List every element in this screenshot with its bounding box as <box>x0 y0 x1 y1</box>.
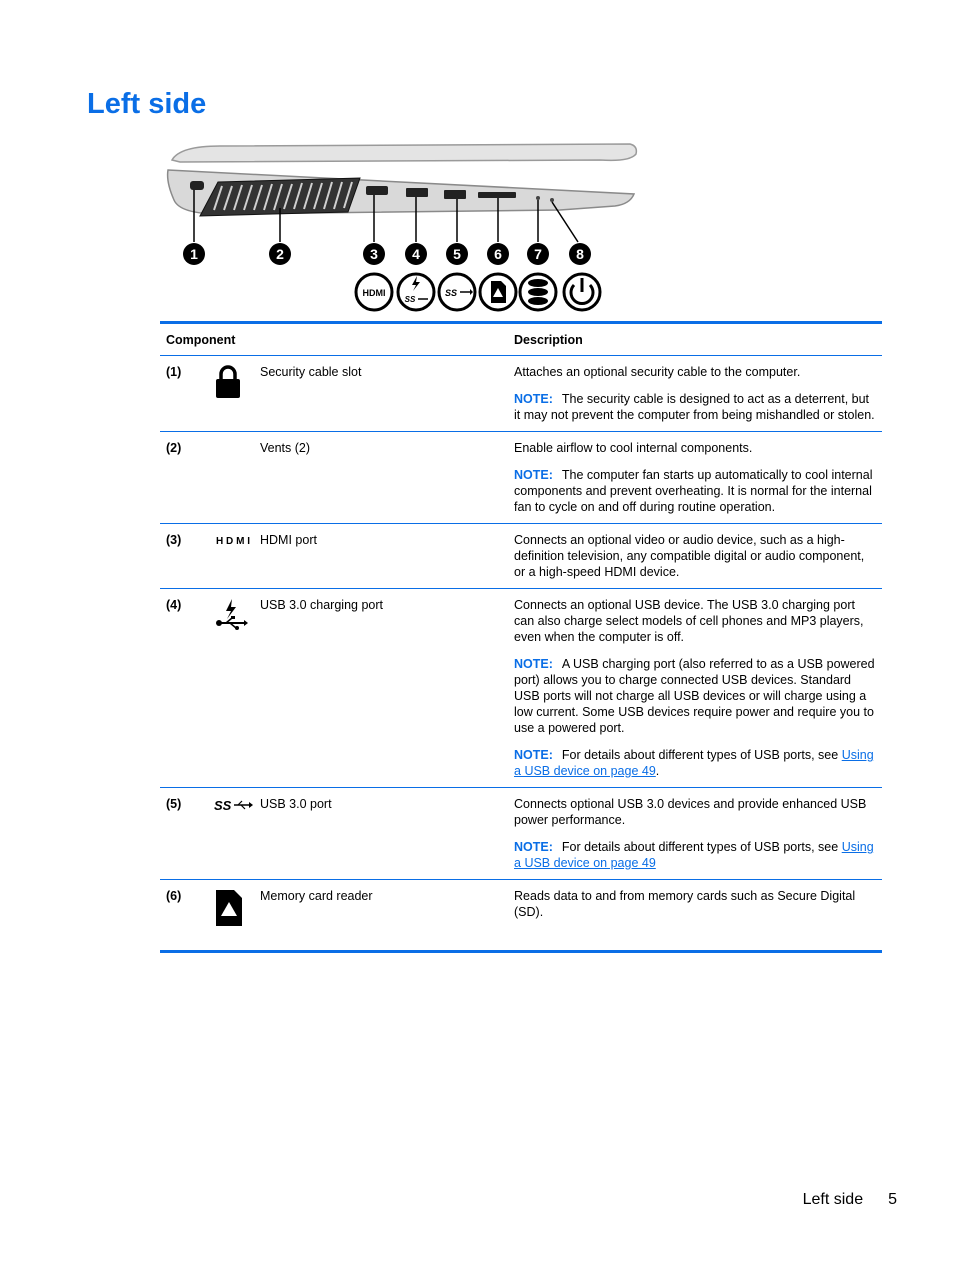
table-row <box>160 524 882 589</box>
hdmi-icon <box>356 274 392 310</box>
table-row <box>160 589 882 788</box>
table-row <box>160 880 882 952</box>
page-title: Left side <box>87 88 207 120</box>
hdmi-port-shape <box>366 186 388 195</box>
row-description <box>508 356 882 432</box>
note-label: NOTE: <box>514 657 553 671</box>
description-text: Attaches an optional security cable to the computer. <box>514 365 801 379</box>
note-trailing-punctuation: . <box>655 764 660 778</box>
svg-text:HDMI: HDMI <box>362 288 386 298</box>
callout-1: 1 <box>190 246 198 262</box>
note <box>514 839 876 871</box>
note <box>514 747 876 779</box>
usb-port-shape <box>444 190 466 199</box>
note-text: The security cable is designed to act as a deterrent, but it may not prevent the computer from being mishandled or stolen. <box>514 392 875 422</box>
callout-7: 7 <box>534 246 542 262</box>
svg-text:SS: SS <box>214 798 232 813</box>
callout-6: 6 <box>494 246 502 262</box>
hdmi-icon <box>214 532 254 548</box>
description-text: Connects an optional USB device. The USB 3.0 charging port can also charge select models of cell phones and MP3 players, even when the computer is off. <box>514 598 864 644</box>
callout-3: 3 <box>370 246 378 262</box>
note-label: NOTE: <box>514 468 553 482</box>
table-header-row <box>160 323 882 356</box>
row-description <box>508 880 882 952</box>
header-component: Component <box>166 333 236 347</box>
footer-page-number: 5 <box>888 1191 897 1208</box>
row-number: (3) <box>166 533 182 547</box>
note-text: A USB charging port (also referred to as a USB powered port) allows you to charge connected USB devices. Standard USB ports will not charge all USB devices or will charge using a low current. Some USB devices require power and require you to use a powered port. <box>514 657 875 735</box>
note-text: For details about different types of USB ports, see <box>561 840 839 854</box>
note <box>514 391 876 423</box>
memory-card-icon <box>480 274 516 310</box>
footer-section-title: Left side <box>802 1191 864 1208</box>
drive-led-shape <box>536 196 540 200</box>
row-icon-cell <box>204 788 254 880</box>
row-component-name: Memory card reader <box>260 889 373 903</box>
row-component-name: Vents (2) <box>260 441 311 455</box>
laptop-lid-shape <box>172 144 636 162</box>
memory-card-icon <box>214 888 244 928</box>
row-component-name: USB 3.0 port <box>260 797 332 811</box>
laptop-illustration <box>160 138 650 318</box>
row-description <box>508 432 882 524</box>
row-number: (6) <box>166 889 182 903</box>
usb-superspeed-icon <box>439 274 475 310</box>
usb-charging-icon <box>214 597 248 631</box>
row-number: (2) <box>166 441 182 455</box>
callout-5: 5 <box>453 246 461 262</box>
callout-8: 8 <box>576 246 584 262</box>
callout-2: 2 <box>276 246 284 262</box>
svg-text:SS: SS <box>444 288 458 298</box>
row-icon-cell <box>204 880 254 952</box>
note-label: NOTE: <box>514 840 553 854</box>
lock-icon <box>214 364 242 400</box>
row-icon-cell <box>204 589 254 788</box>
callout-markers <box>183 243 591 265</box>
usb-device-link[interactable]: Using a USB device on page 49 <box>514 748 874 778</box>
note-label: NOTE: <box>514 392 553 406</box>
description-text: Reads data to and from memory cards such as Secure Digital (SD). <box>514 889 856 919</box>
security-slot-shape <box>190 181 204 190</box>
laptop-left-side-figure <box>160 138 650 318</box>
row-icon-cell <box>204 432 254 524</box>
components-table <box>160 321 882 953</box>
row-icon-cell <box>204 524 254 589</box>
usb-device-link[interactable]: Using a USB device on page 49 <box>514 840 874 870</box>
table-row <box>160 356 882 432</box>
usb-charging-port-shape <box>406 188 428 197</box>
row-description <box>508 589 882 788</box>
power-led-shape <box>550 198 554 202</box>
header-description: Description <box>514 333 583 347</box>
svg-text:SS: SS <box>404 295 416 304</box>
row-description <box>508 788 882 880</box>
note <box>514 467 876 515</box>
description-text: Enable airflow to cool internal components. <box>514 441 753 455</box>
description-text: Connects optional USB 3.0 devices and provide enhanced USB power performance. <box>514 797 867 827</box>
note <box>514 656 876 736</box>
note-text: The computer fan starts up automatically to cool internal components and prevent overheating. It is normal for the internal fan to cycle on and off during routine operation. <box>514 468 873 514</box>
usb-charging-icon <box>398 274 434 310</box>
row-description <box>508 524 882 589</box>
row-number: (1) <box>166 365 182 379</box>
power-icon <box>564 274 600 310</box>
row-component-name: HDMI port <box>260 533 317 547</box>
row-component-name: USB 3.0 charging port <box>260 598 383 612</box>
card-reader-shape <box>478 192 516 198</box>
table-row <box>160 788 882 880</box>
row-number: (5) <box>166 797 182 811</box>
row-number: (4) <box>166 598 182 612</box>
page-footer <box>803 1191 897 1209</box>
description-text: Connects an optional video or audio device, such as a high-definition television, any compatible digital or audio component, or a high-speed HDMI device. <box>514 533 865 579</box>
row-icon-cell <box>204 356 254 432</box>
callout-4: 4 <box>412 246 420 262</box>
svg-text:HDMI: HDMI <box>216 536 250 547</box>
note-text: For details about different types of USB ports, see <box>561 748 839 762</box>
drive-led-icon <box>520 274 556 310</box>
note-label: NOTE: <box>514 748 553 762</box>
usb-superspeed-icon <box>214 796 254 814</box>
row-component-name: Security cable slot <box>260 365 362 379</box>
table-row <box>160 432 882 524</box>
